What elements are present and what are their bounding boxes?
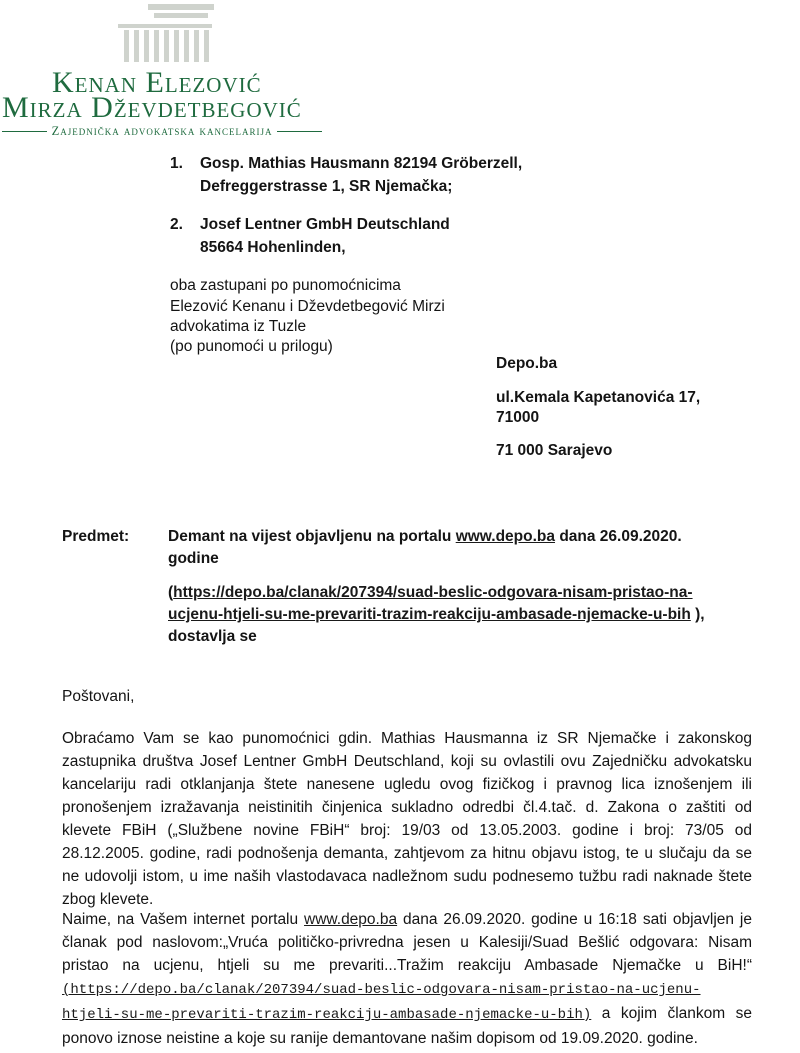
article-url-link-cont[interactable]: ucjenu-htjeli-su-me-prevariti-trazim-reakciju-ambasade-njemacke-u-bih <box>168 606 691 623</box>
recipient-street: ul.Kemala Kapetanovića 17, <box>496 389 701 406</box>
letterhead-name-1: Kenan Elezović <box>52 66 262 99</box>
recipient-city: 71 000 Sarajevo <box>496 442 613 459</box>
body-paragraph-1: Obraćamo Vam se kao punomoćnici gdin. Mathias Hausmanna iz SR Njemačke i zakonskog zastupnika društva Josef Lentner GmbH Deutschland, koji su ovlastili ovu Zajedničku advokatsku kancelariju radi otklanjanja štete nanesene ugledu ovog fizičkog i pravnog lica iznošenjem ili pronošenjem izražavanja neistinitih činjenica sukladno odredbi čl.4.tač. d. Zakona o zaštiti od klevete FBiH („Službene novine FBiH“ broj: 19/03 od 13.05.2003. godine i broj: 73/05 od 28.12.2005. godine, radi podnošenja demanta, zahtjevom za hitnu objavu istog, te u slučaju da se ne udovolji istom, u ime naših vlastodavaca nadležnom sudu podnesemo tužbu radi naknade štete zbog klevete. <box>62 730 752 908</box>
addressee-line: 85664 Hohenlinden, <box>200 239 346 256</box>
depo-link[interactable]: www.depo.ba <box>304 911 398 928</box>
representation-line: (po punomoći u prilogu) <box>170 338 333 355</box>
representation-line: Elezović Kenanu i Dževdetbegović Mirzi <box>170 298 445 315</box>
subject-label: Predmet: <box>62 528 130 545</box>
recipient-zip: 71000 <box>496 409 540 426</box>
recipient-name: Depo.ba <box>496 355 558 372</box>
addressee-line: Josef Lentner GmbH Deutschland <box>200 216 450 233</box>
subject-line-end: dostavlja se <box>168 628 257 645</box>
representation-line: oba zastupani po punomoćnicima <box>170 277 401 294</box>
addressee-line: Defreggerstrasse 1, SR Njemačka; <box>200 178 453 195</box>
subject-paren: ), <box>690 606 705 623</box>
subject-line-1 <box>168 528 682 546</box>
greeting: Poštovani, <box>62 688 135 705</box>
law-office-logo <box>108 2 218 68</box>
paragraph-text: Naime, na Vašem internet portalu <box>62 911 305 928</box>
subject-url-line-1 <box>168 584 693 602</box>
addressee-number: 1. <box>170 155 183 172</box>
body-paragraph-2 <box>62 908 752 1050</box>
representation-line: advokatima iz Tuzle <box>170 318 307 335</box>
letterhead-subtitle-row <box>2 124 322 139</box>
divider <box>277 131 322 132</box>
subject-text: dana 26.09.2020. <box>555 528 682 545</box>
letterhead-subtitle: Zajednička advokatska kancelarija <box>51 124 273 138</box>
subject-line-2: godine <box>168 550 219 567</box>
article-url-link[interactable]: https://depo.ba/clanak/207394/suad-beslic-odgovara-nisam-pristao-na- <box>173 584 693 601</box>
subject-text: Demant na vijest objavljenu na portalu <box>168 528 456 545</box>
divider <box>2 131 47 132</box>
addressee-line: Gosp. Mathias Hausmann 82194 Gröberzell, <box>200 155 523 172</box>
addressee-number: 2. <box>170 216 183 233</box>
paragraph-text: dana 26.09.2020. godine u 16:18 sati objavljen je članak pod naslovom:„Vruća političko-privredna jesen u Kalesiji/Suad Bešlić odgovara: Nisam pristao na ucjenu, htjeli su me prevariti...Tražim reakciju Ambasade Njemačke u BiH!“ <box>62 911 752 974</box>
letterhead-name-2: Mirza Dževdetbegović <box>2 91 302 124</box>
article-url-link[interactable]: (https://depo.ba/clanak/207394/suad-beslic-odgovara-nisam-pristao-na-ucjenu-htjeli-su-me-prevariti-trazim-reakciju-ambasade-njemacke-u-bih) <box>62 982 701 1023</box>
depo-link[interactable]: www.depo.ba <box>455 528 556 545</box>
subject-url-line-2 <box>168 606 705 624</box>
subject-paren: ( <box>168 584 174 601</box>
paragraph-text: a kojim člankom se ponovo iznose neistine a koje su ranije demantovane našim dopisom od 19.09.2020. godine. <box>62 1005 752 1047</box>
